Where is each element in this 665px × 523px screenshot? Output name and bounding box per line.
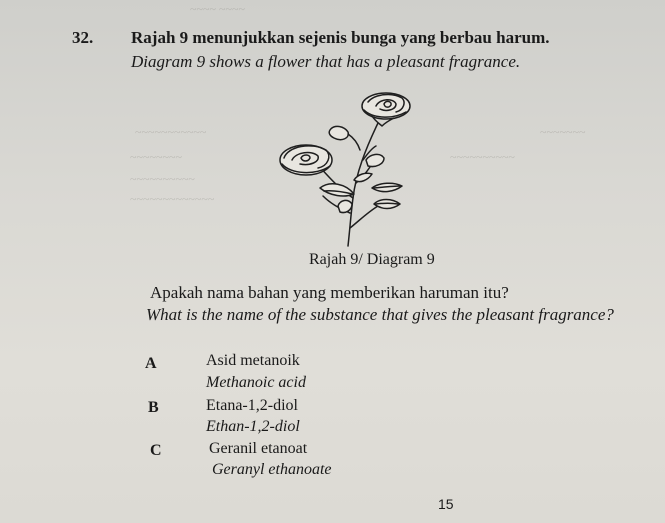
page-number: 15 — [438, 496, 454, 512]
leaf — [320, 184, 354, 196]
bleed-through-text: ~~~~ ~~~~ — [190, 2, 245, 16]
option-a-text-english[interactable]: Methanoic acid — [206, 374, 306, 391]
bleed-through-text: ~~~~~~~~ — [130, 150, 182, 164]
left-rose — [280, 145, 332, 175]
option-c-letter[interactable]: C — [150, 442, 162, 459]
bud-bottom — [338, 200, 352, 212]
option-c-text-english[interactable]: Geranyl ethanoate — [212, 461, 332, 478]
leaf — [354, 173, 372, 181]
question-stem-malay: Rajah 9 menunjukkan sejenis bunga yang berbau harum. — [131, 28, 550, 47]
question-stem-english: Diagram 9 shows a flower that has a pleasant fragrance. — [131, 52, 521, 71]
diagram-caption: Rajah 9/ Diagram 9 — [309, 251, 435, 268]
question-number: 32. — [72, 28, 94, 47]
question-ask-malay: Apakah nama bahan yang memberikan haruman itu? — [150, 283, 509, 302]
question-ask-english: What is the name of the substance that gives the pleasant fragrance? — [146, 305, 614, 324]
option-a-text-malay[interactable]: Asid metanoik — [206, 352, 300, 369]
option-b-text-malay[interactable]: Etana-1,2-diol — [206, 397, 298, 414]
bleed-through-text: ~~~~~~~~~~ — [130, 172, 195, 186]
bud-right — [366, 154, 384, 166]
rose-flower-diagram — [268, 88, 418, 258]
bleed-through-text: ~~~~~~~~~~~ — [135, 125, 207, 139]
stem — [350, 206, 378, 228]
option-b-text-english[interactable]: Ethan-1,2-diol — [206, 418, 300, 435]
stem — [348, 123, 378, 246]
bleed-through-text: ~~~~~~~ — [540, 125, 586, 139]
bleed-through-text: ~~~~~~~~~~ — [450, 150, 515, 164]
option-c-text-malay[interactable]: Geranil etanoat — [209, 440, 308, 457]
option-a-letter[interactable]: A — [145, 355, 157, 372]
top-rose — [362, 93, 410, 126]
leaf-vein — [376, 203, 398, 204]
bleed-through-text: ~~~~~~~~~~~~~ — [130, 192, 215, 206]
bud-top-left — [329, 126, 360, 150]
option-b-letter[interactable]: B — [148, 399, 159, 416]
